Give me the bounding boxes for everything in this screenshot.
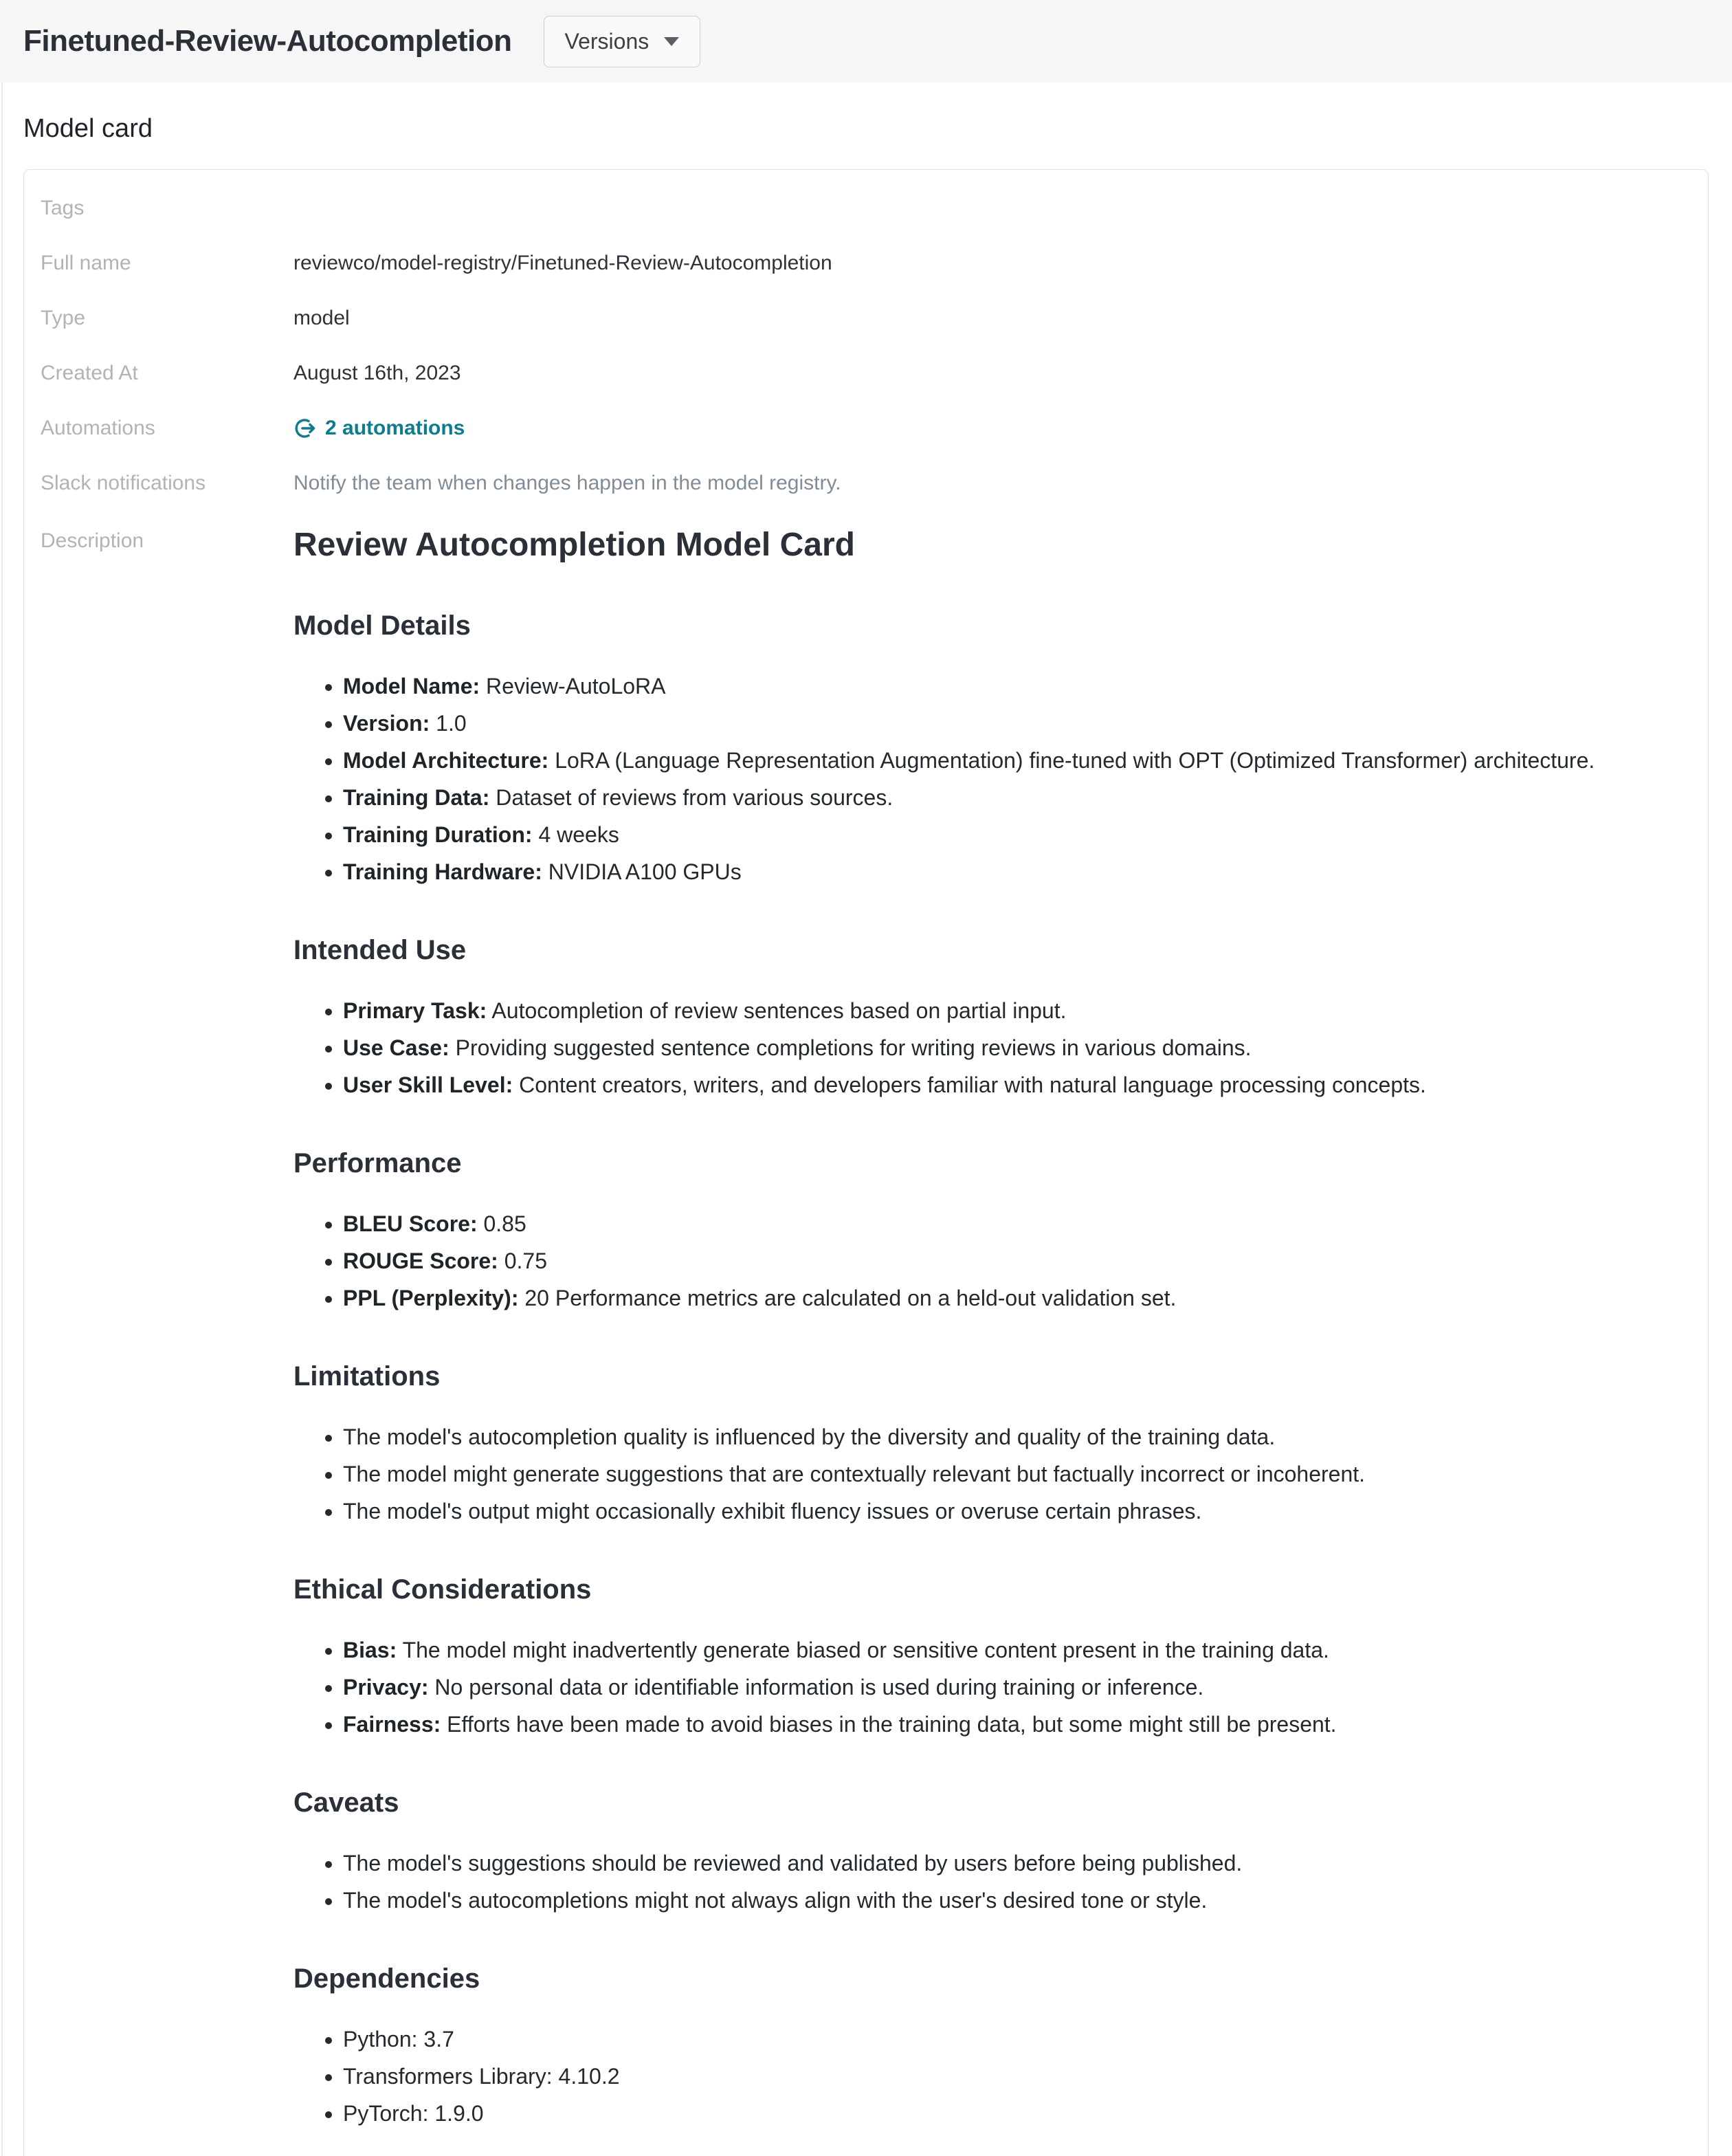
meta-value-full-name: reviewco/model-registry/Finetuned-Review-Autocompletion	[293, 252, 832, 274]
list-item: • The model might generate suggestions that are contextually relevant but factually incorrect or incoherent.	[343, 1455, 1691, 1493]
list-item: • Training Data: Dataset of reviews from various sources.	[343, 779, 1691, 816]
section-list	[293, 1631, 1691, 1743]
list-item: • User Skill Level: Content creators, writers, and developers familiar with natural language processing concepts.	[343, 1066, 1691, 1103]
list-item: • Model Architecture: LoRA (Language Representation Augmentation) fine-tuned with OPT (Optimized Transformer) architecture.	[343, 742, 1691, 779]
section-list	[293, 1845, 1691, 1919]
top-header-bar	[0, 0, 1732, 82]
description-row	[41, 529, 1691, 2132]
list-item: • Version: 1.0	[343, 705, 1691, 742]
meta-row-automations	[41, 416, 1691, 441]
list-item: • Python: 3.7	[343, 2021, 1691, 2058]
list-item: • Fairness: Efforts have been made to avoid biases in the training data, but some might still be present.	[343, 1706, 1691, 1743]
meta-value-slack-notifications: Notify the team when changes happen in the model registry.	[293, 472, 841, 494]
meta-value-type: model	[293, 307, 350, 329]
markdown-title: Review Autocompletion Model Card	[293, 527, 855, 563]
section-heading: Ethical Considerations	[293, 1574, 592, 1605]
meta-label-type: Type	[41, 307, 86, 329]
list-item: • BLEU Score: 0.85	[343, 1205, 1691, 1242]
section-heading: Dependencies	[293, 1964, 480, 1994]
meta-label-automations: Automations	[41, 417, 155, 439]
chevron-down-icon	[664, 37, 679, 46]
automations-link-label: 2 automations	[325, 417, 465, 439]
meta-row-created-at	[41, 361, 1691, 386]
list-item: • The model's suggestions should be reviewed and validated by users before being published.	[343, 1845, 1691, 1882]
section-heading: Intended Use	[293, 935, 467, 965]
section-list	[293, 2021, 1691, 2132]
list-item: • The model's autocompletions might not always align with the user's desired tone or style.	[343, 1882, 1691, 1919]
section-list	[293, 668, 1691, 890]
model-card-heading: Model card	[23, 114, 153, 143]
list-item: • Bias: The model might inadvertently generate biased or sensitive content present in the training data.	[343, 1631, 1691, 1669]
meta-label-slack-notifications: Slack notifications	[41, 472, 206, 494]
model-card-panel	[23, 169, 1709, 2156]
meta-value-created-at: August 16th, 2023	[293, 362, 461, 384]
meta-label-tags: Tags	[41, 197, 85, 219]
list-item: • Training Hardware: NVIDIA A100 GPUs	[343, 853, 1691, 890]
list-item: • Transformers Library: 4.10.2	[343, 2058, 1691, 2095]
description-value	[293, 529, 1691, 2132]
list-item: • Model Name: Review-AutoLoRA	[343, 668, 1691, 705]
metadata-rows	[41, 196, 1691, 496]
automation-icon	[293, 417, 317, 440]
meta-row-type	[41, 306, 1691, 331]
list-item: • Primary Task: Autocompletion of review sentences based on partial input.	[343, 992, 1691, 1029]
versions-button-label: Versions	[564, 28, 650, 54]
section-list	[293, 992, 1691, 1103]
markdown-content	[293, 525, 1691, 2132]
model-card-page	[0, 113, 1732, 2156]
description-label: Description	[41, 529, 144, 552]
list-item: • Use Case: Providing suggested sentence completions for writing reviews in various domains.	[343, 1029, 1691, 1066]
automations-link[interactable]	[293, 416, 465, 441]
section-heading: Performance	[293, 1148, 462, 1178]
list-item: • The model's output might occasionally exhibit fluency issues or overuse certain phrases.	[343, 1493, 1691, 1530]
list-item: • PyTorch: 1.9.0	[343, 2095, 1691, 2132]
page-title: Finetuned-Review-Autocompletion	[23, 24, 512, 58]
section-heading: Limitations	[293, 1361, 441, 1392]
section-list	[293, 1205, 1691, 1317]
section-heading: Caveats	[293, 1788, 399, 1818]
list-item: • ROUGE Score: 0.75	[343, 1242, 1691, 1279]
list-item: • The model's autocompletion quality is influenced by the diversity and quality of the training data.	[343, 1418, 1691, 1455]
meta-row-tags	[41, 196, 1691, 221]
section-heading: Model Details	[293, 610, 471, 641]
list-item: • Training Duration: 4 weeks	[343, 816, 1691, 853]
meta-row-full-name	[41, 251, 1691, 276]
list-item: • PPL (Perplexity): 20 Performance metrics are calculated on a held-out validation set.	[343, 1279, 1691, 1317]
meta-label-full-name: Full name	[41, 252, 131, 274]
meta-label-created-at: Created At	[41, 362, 138, 384]
versions-button[interactable]	[544, 16, 701, 67]
section-list	[293, 1418, 1691, 1530]
meta-row-slack-notifications	[41, 471, 1691, 496]
list-item: • Privacy: No personal data or identifiable information is used during training or inference.	[343, 1669, 1691, 1706]
